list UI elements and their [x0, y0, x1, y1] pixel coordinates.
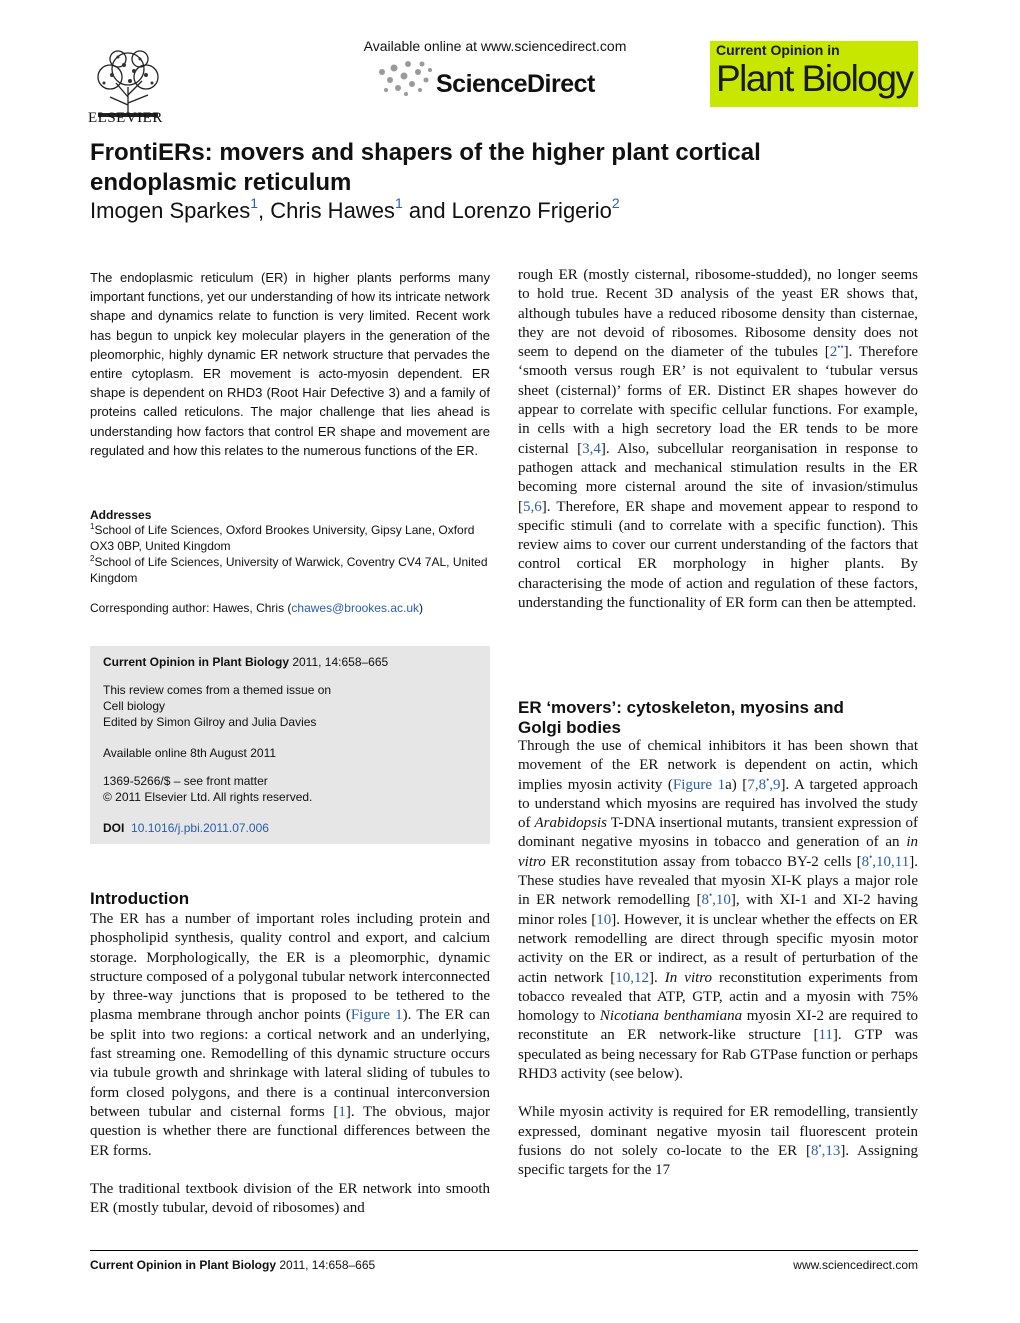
ref-13-link[interactable]: ,13 — [821, 1142, 841, 1159]
author-3: Lorenzo Frigerio — [451, 198, 612, 223]
ref-10b-link[interactable]: 10 — [596, 911, 612, 928]
title-line-1: FrontiERs: movers and shapers of the higher plant cortical — [90, 139, 761, 166]
movers-paragraph-2: While myosin activity is required for ER remodelling, transiently expressed, dominant negative myosin tail fluorescent protein fusions do not solely co-locate to the ER [8•,13]. Assigning specific targets for the 17 — [518, 1104, 919, 1179]
journal-logo-top: Current Opinion in — [716, 42, 840, 58]
ref-10-link[interactable]: ,10 — [712, 892, 731, 909]
address-2 — [90, 555, 490, 586]
ref-2-link[interactable]: 2•• — [829, 342, 844, 361]
address-1-num: 1 — [90, 522, 95, 531]
footer-site-link[interactable]: www.sciencedirect.com — [793, 1258, 918, 1272]
corresponding-author — [90, 601, 423, 615]
infobox-issue-line-1: This review comes from a themed issue on — [103, 683, 332, 697]
right-paragraph-1: rough ER (mostly cisternal, ribosome-studded), no longer seems to hold true. Recent 3D analysis of the yeast ER shows that, although tubules have a reduced ribosome density than cisternae, they are not devoid of ribosomes. Ribosome density does not seem to depend on the diameter of the tubules [2••]. Therefore ‘smooth versus rough ER’ is not equivalent to ‘tubular versus sheet (cisternal)’ forms of ER. Distinct ER shapes however do appear to correlate with specific cellular functions. For example, in cells with a high secretory load the ER tends to be more cisternal [3,4]. Also, subcellular reorganisation in response to pathogen attack and mechanical stimulation results in the ER becoming more cisternal around the site of invasion/stimulus [5,6]. Therefore, ER shape and movement appear to respond to specific stimuli (and to correlate with a specific function). This review aims to cover our current understanding of the factors that control cortical ER morphology in higher plants. By characterising the mode of action and regulation of these factors, understanding the functionality of ER form can then be attempted. — [518, 267, 918, 612]
intro-paragraph-2: The traditional textbook division of the ER network into smooth ER (mostly tubular, devoid of ribosomes) and — [90, 1180, 490, 1217]
corresponding-email-link[interactable]: chawes@brookes.ac.uk — [291, 601, 419, 615]
intro-paragraph-1: The ER has a number of important roles including protein and phospholipid synthesis, quality control and export, and calcium storage. Morphologically, the ER is a pleomorphic, dynamic structure composed of a polygonal tubular network interconnected by three-way junctions that is proposed to be tethered to the plasma membrane through anchor points (Figure 1). The ER can be split into two regions: a cortical network and an underlying, fast streaming one. Remodelling of this dynamic structure occurs via tubule growth and shrinkage with lateral sliding of tubules to form closed polygons, and there is a continual interconversion between tubular and cisternal forms [1]. The obvious, major question is whether there are functional differences between the ER forms. — [90, 911, 490, 1159]
footer-rule — [90, 1250, 918, 1251]
doi-link[interactable]: 10.1016/j.pbi.2011.07.006 — [131, 821, 269, 835]
ref-1-link[interactable]: 1 — [338, 1103, 346, 1120]
ref-10-12-link[interactable]: 10,12 — [615, 969, 650, 986]
figure-1a-link[interactable]: Figure 1 — [672, 776, 726, 793]
ref-5-6-link[interactable]: 5,6 — [523, 498, 542, 515]
infobox-issue — [103, 682, 331, 730]
author-sep-1: , — [258, 198, 271, 223]
address-1-text: School of Life Sciences, Oxford Brookes University, Gipsy Lane, Oxford OX3 0BP, United Kingdom — [90, 523, 475, 553]
title-line-2: endoplasmic reticulum — [90, 169, 352, 196]
footer-citation-text: 2011, 14:658–665 — [276, 1258, 376, 1272]
address-2-num: 2 — [90, 554, 95, 563]
available-online-text: Available online at www.sciencedirect.com — [363, 38, 627, 54]
publisher-name: ELSEVIER — [88, 110, 163, 126]
ref-8-link[interactable]: 8• — [861, 851, 873, 870]
ref-8c-link[interactable]: 8• — [811, 1140, 822, 1159]
addresses-heading: Addresses — [90, 508, 152, 522]
author-sep-2: and — [402, 198, 452, 223]
footer-journal: Current Opinion in Plant Biology — [90, 1258, 276, 1272]
corresponding-end: ) — [419, 601, 423, 615]
intro-heading: Introduction — [90, 889, 190, 908]
movers-heading — [518, 698, 844, 738]
infobox-editors: Edited by Simon Gilroy and Julia Davies — [103, 715, 317, 729]
author-3-affil[interactable]: 2 — [611, 195, 620, 211]
infobox-copyright: © 2011 Elsevier Ltd. All rights reserved. — [103, 790, 313, 804]
infobox-citation — [103, 654, 388, 670]
abstract: The endoplasmic reticulum (ER) in higher plants performs many important functions, yet our understanding of how its intricate network shape and dynamics relate to function is very limited. Recent work has begun to unpick key molecular players in the generation of the pleomorphic, highly dynamic ER network structure that pervades the entire cytoplasm. ER movement is acto-myosin dependent. ER shape is dependent on RHD3 (Root Hair Defective 3) and a family of proteins called reticulons. The major challenge that lies ahead is understanding how factors that control ER shape and movement are regulated and how this relates to the numerous functions of the ER. — [90, 270, 490, 458]
author-2: Chris Hawes — [270, 198, 395, 223]
ref-8b-link[interactable]: 8• — [701, 890, 713, 909]
movers-heading-line-2: Golgi bodies — [518, 718, 621, 737]
journal-logo-main: Plant Biology — [716, 58, 913, 99]
infobox-citation-text: 2011, 14:658–665 — [289, 655, 389, 669]
movers-body — [518, 737, 918, 1181]
ref-11-link[interactable]: 11 — [818, 1027, 833, 1044]
doi-label: DOI — [103, 821, 125, 835]
ref-7-8-link[interactable]: 7,8• — [747, 774, 770, 793]
author-1-affil[interactable]: 1 — [250, 195, 258, 211]
intro-body — [90, 910, 490, 1218]
infobox-issn: 1369-5266/$ – see front matter — [103, 774, 268, 788]
corresponding-label: Corresponding author: Hawes, Chris ( — [90, 601, 292, 615]
address-2-text: School of Life Sciences, University of Warwick, Coventry CV4 7AL, United Kingdom — [90, 555, 488, 585]
figure-1-link[interactable]: Figure 1 — [350, 1007, 403, 1024]
article-title — [90, 138, 930, 198]
footer-citation — [90, 1258, 375, 1272]
address-1 — [90, 523, 490, 554]
infobox-available: Available online 8th August 2011 — [103, 746, 277, 760]
movers-heading-line-1: ER ‘movers’: cytoskeleton, myosins and — [518, 698, 844, 717]
movers-paragraph-1: Through the use of chemical inhibitors it has been shown that movement of the ER network is dependent on actin, which implies myosin activity (Figure 1a) [7,8•,9]. A targeted approach to understand which myosins are required has involved the study of Arabidopsis T-DNA insertional mutants, transient expression of dominant negative myosins in tobacco and generation of an in vitro ER reconstitution assay from tobacco BY-2 cells [8•,10,11]. These studies have revealed that myosin XI-K plays a major role in ER network remodelling [8•,10], with XI-1 and XI-2 having minor roles [10]. However, it is unclear whether the effects on ER network remodelling are direct through specific myosin motor activity on the ER or indirect, as a result of perturbation of the actin network [10,12]. In vitro reconstitution experiments from tobacco revealed that ATP, GTP, actin and a myosin with 75% homology to Nicotiana benthamiana myosin XI-2 are required to reconstitute an ER network-like structure [11]. GTP was speculated as being necessary for Rab GTPase function or perhaps RHD3 activity (see below). — [518, 738, 919, 1083]
sciencedirect-wordmark: ScienceDirect — [436, 70, 595, 98]
author-1: Imogen Sparkes — [90, 198, 251, 223]
ref-9-link[interactable]: ,9 — [769, 776, 781, 793]
infobox-doi — [103, 820, 269, 836]
infobox-issue-line-2: Cell biology — [103, 699, 166, 713]
infobox-journal: Current Opinion in Plant Biology — [103, 655, 289, 669]
author-list — [90, 196, 620, 226]
ref-10-11-link[interactable]: ,10,11 — [872, 853, 910, 870]
ref-3-4-link[interactable]: 3,4 — [582, 440, 601, 457]
author-2-affil[interactable]: 1 — [394, 195, 403, 211]
